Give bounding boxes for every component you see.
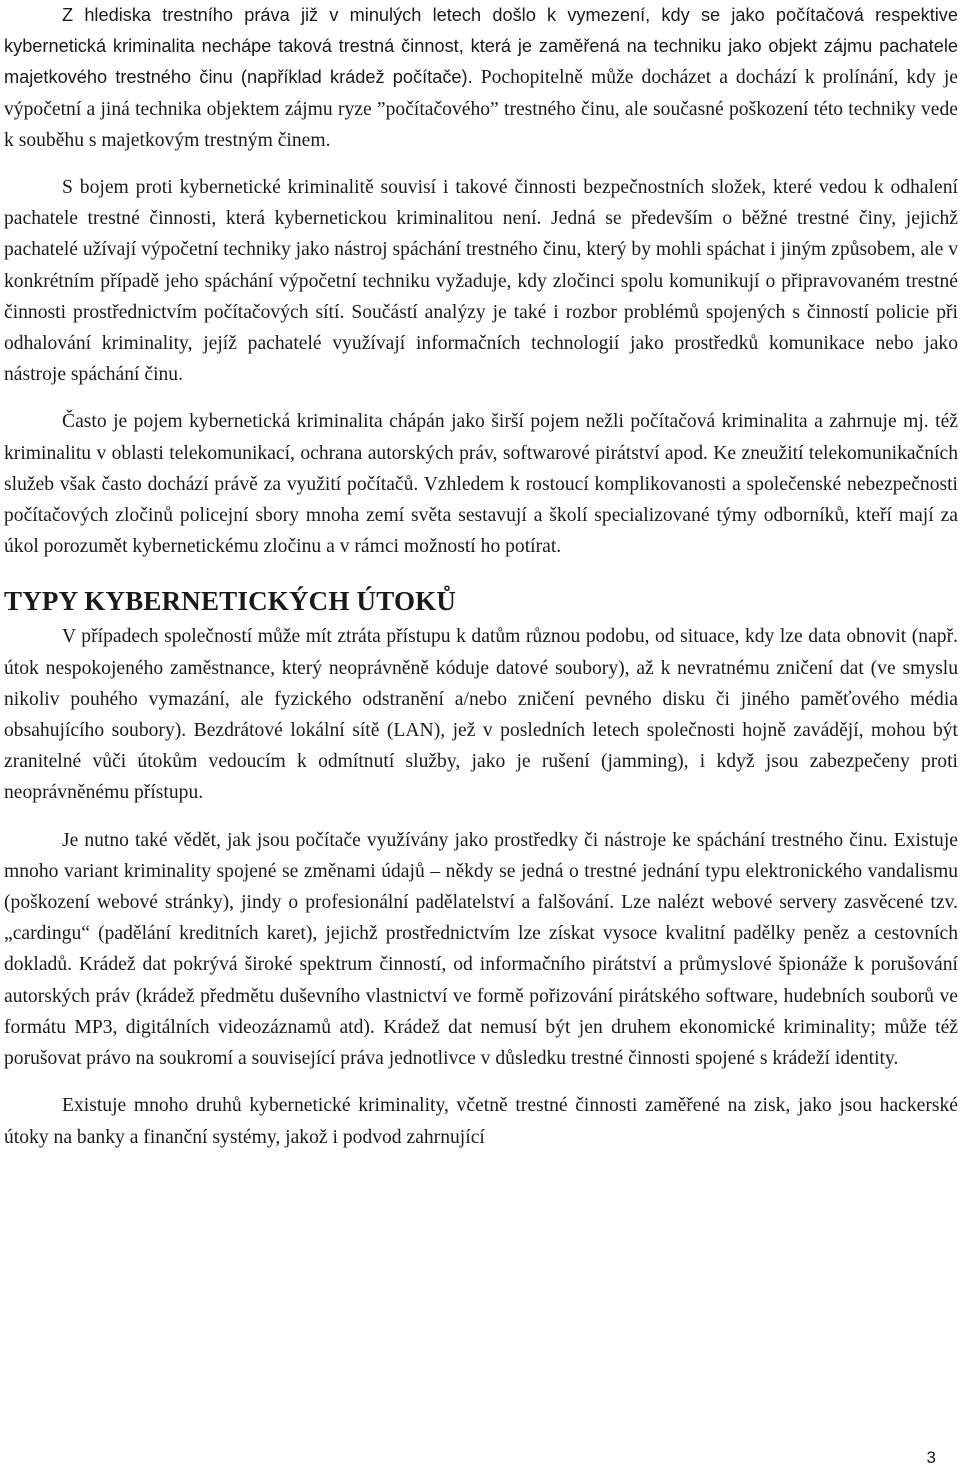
paragraph-2 <box>4 172 958 390</box>
document-page <box>4 0 958 1153</box>
paragraph-6: Existuje mnoho druhů kybernetické kriminality, včetně trestné činnosti zaměřené na zisk, jako jsou hackerské útoky na banky a finanční systémy, jakož i podvod zahrnující <box>4 1095 958 1148</box>
section-heading: TYPY KYBERNETICKÝCH ÚTOKŮ <box>4 586 457 617</box>
paragraph-1-serif-part: Pochopitelně může docházet a dochází k prolínání, kdy je výpočetní a jiná technika objektem zájmu ryze ”počítačového” trestného činu, ale současné poškození této techniky vede k souběhu s majetkovým trestným činem. <box>4 67 959 151</box>
paragraph-3: Často je pojem kybernetická kriminalita chápán jako širší pojem nežli počítačová kriminalita a zahrnuje mj. též kriminalitu v oblasti telekomunikací, ochrana autorských práv, softwarové pirátství apod. Ke zneužití telekomunikačních služeb však často dochází právě za využití počítačů. Vzhledem k rostoucí komplikovanosti a společenské nebezpečnosti počítačových zločinů policejní sbory mnoha zemí světa sestavují a školí specializované týmy odborníků, kteří mají za úkol porozumět kybernetickému zločinu a v rámci možností ho potírat. <box>4 411 958 558</box>
paragraph-1-sans-part: Z hlediska trestního práva již v minulých letech došlo k vymezení, kdy se jako počítačová respektive kybernetická kriminalita nechápe taková trestná činnost, která je zaměřená na techniku jako objekt zájmu pachatele majetkového trestného činu (například krádež počítače). <box>4 5 958 88</box>
page-number: 3 <box>926 1448 936 1467</box>
paragraph-5: Je nutno také vědět, jak jsou počítače využívány jako prostředky či nástroje ke spáchání trestného činu. Existuje mnoho variant kriminality spojené se změnami údajů – někdy se jedná o trestné jednání typu elektronického vandalismu (poškození webové stránky), jindy o profesionální padělatelství a falšování. Lze nalézt webové servery zasvěcené tzv. „cardingu“ (padělání kreditních karet), jejichž prostřednictvím lze získat vysoce kvalitní padělky peněz a cestovních dokladů. Krádež dat pokrývá široké spektrum činností, od informačního pirátství a průmyslové špionáže k porušování autorských práv (krádež předmětu duševního vlastnictví ve formě pořizování pirátského software, hudebních souborů ve formátu MP3, digitálních videozáznamů atd). Krádež dat nemusí být jen druhem ekonomické kriminality; může též porušovat právo na soukromí a související práva jednotlivce v důsledku trestné činnosti spojené s krádeží identity. <box>4 829 958 1070</box>
paragraph-1 <box>4 0 958 156</box>
paragraph-4: V případech společností může mít ztráta přístupu k datům různou podobu, od situace, kdy lze data obnovit (např. útok nespokojeného zaměstnance, který neoprávněně kóduje datové soubory), až k nevratnému zničení dat (ve smyslu nikoliv pouhého vymazání, ale fyzického odstranění a/nebo zničení pevného disku či jiného paměťového média obsahujícího soubory). Bezdrátové lokální sítě (LAN), jež v posledních letech společnosti hojně zavádějí, mohou být zranitelné vůči útokům vedoucím k odmítnutí služby, jako je rušení (jamming), i když jsou zabezpečeny proti neoprávněnému přístupu. <box>4 626 958 804</box>
paragraph-2-part-b: Jedná se především o běžné trestné činy, jejichž pachatelé užívají výpočetní techniky jako nástroj spáchání trestného činu, který by mohli spáchat i jiným způsobem, ale v konkrétním případě jeho spáchání výpočetní techniku vyžaduje, kdy zločinci spolu komunikují o připravovaném trestné činnosti prostřednictvím počítačových sítí. Součástí analýzy je také i rozbor problémů spojených s činností policie při odhalování kriminality, jejíž pachatelé využívají informačních technologií jako prostředků komunikace nebo jako nástroje spáchání činu. <box>4 208 959 386</box>
paragraph-2-part-a: S bojem proti kybernetické kriminalitě souvisí i takové činnosti bezpečnostních složek, které vedou k odhalení pachatele trestné činnosti, která kybernetickou kriminalitou není. <box>4 177 958 230</box>
